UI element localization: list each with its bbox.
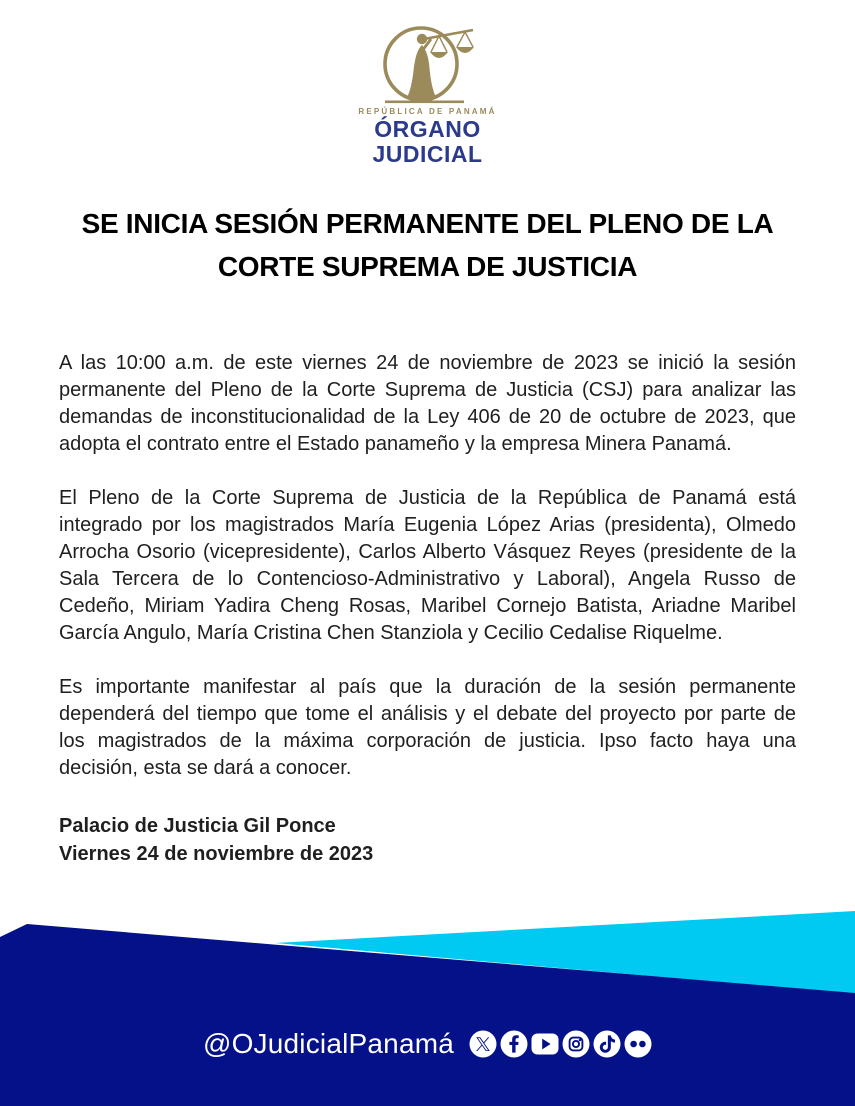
flickr-icon[interactable] xyxy=(624,1030,652,1058)
page-title xyxy=(0,202,855,288)
footer-banner xyxy=(0,890,855,1106)
logo-org-line2: JUDICIAL xyxy=(372,141,483,167)
instagram-icon[interactable] xyxy=(562,1030,590,1058)
paragraph-court-members: El Pleno de la Corte Suprema de Justicia de la República de Panamá está integrado por los magistrados María Eugenia López Arias (presidenta), Olmedo Arrocha Osorio (vicepresidente), Carlos Alberto Vásquez Reyes (presidente de la Sala Tercera de lo Contencioso-Administrativo y Laboral), Angela Russo de Cedeño, Miriam Yadira Cheng Rosas, Maribel Cornejo Batista, Ariadne Maribel García Angulo, María Cristina Chen Stanziola y Cecilio Cedalise Riquelme. xyxy=(59,487,796,644)
page-title-line2: CORTE SUPREMA DE JUSTICIA xyxy=(217,251,638,282)
paragraph-session-start: A las 10:00 a.m. de este viernes 24 de noviembre de 2023 se inició la sesión permanente del Pleno de la Corte Suprema de Justicia (CSJ) para analizar las demandas de inconstitucionalidad de la Ley 406 de 20 de octubre de 2023, que adopta el contrato entre el Estado panameño y la empresa Minera Panamá. xyxy=(59,352,796,455)
social-row xyxy=(0,1028,855,1060)
page-title-line1: SE INICIA SESIÓN PERMANENTE DEL PLENO DE LA xyxy=(81,208,774,239)
banner-shapes xyxy=(0,890,855,1106)
organo-judicial-logo xyxy=(0,0,855,166)
signoff-location: Palacio de Justicia Gil Ponce xyxy=(59,815,336,837)
facebook-icon[interactable] xyxy=(500,1030,528,1058)
logo-org-line1: ÓRGANO xyxy=(374,116,481,142)
logo-country-label: REPÚBLICA DE PANAMÁ xyxy=(358,107,497,116)
tiktok-icon[interactable] xyxy=(593,1030,621,1058)
press-release-body xyxy=(59,350,796,782)
signoff-date: Viernes 24 de noviembre de 2023 xyxy=(59,843,374,865)
signoff-block xyxy=(59,812,796,868)
x-icon[interactable] xyxy=(469,1030,497,1058)
youtube-icon[interactable] xyxy=(531,1030,559,1058)
paragraph-session-duration: Es importante manifestar al país que la duración de la sesión permanente dependerá del tiempo que tome el análisis y el debate del proyecto por parte de los magistrados de la máxima corporación de justicia. Ipso facto haya una decisión, esta se dará a conocer. xyxy=(59,676,796,779)
lady-justice-seal-icon xyxy=(372,24,484,110)
social-handle: @OJudicialPanamá xyxy=(202,1028,455,1059)
